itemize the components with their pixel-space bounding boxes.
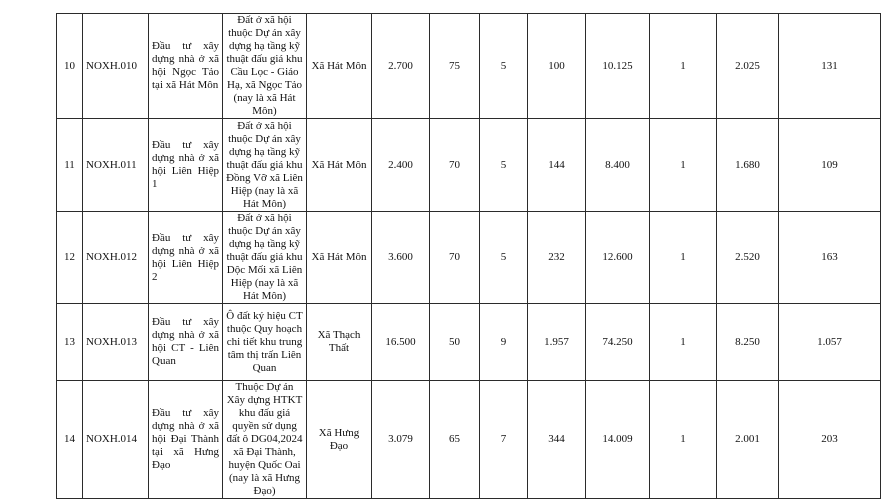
land-area-cell: 16.500 — [372, 304, 430, 381]
value-cell: 12.600 — [586, 212, 650, 304]
stt-cell: 11 — [57, 119, 83, 212]
commune-cell: Xã Hưng Đạo — [307, 381, 372, 499]
project-location-cell: Đất ở xã hội thuộc Dự án xây dựng hạ tầng kỹ thuật đấu giá khu Đồng Vỡ xã Liên Hiệp (nay là xã Hát Môn) — [223, 119, 307, 212]
value-cell: 100 — [528, 14, 586, 119]
value-cell: 7 — [480, 381, 528, 499]
value-cell: 65 — [430, 381, 480, 499]
value-cell: 14.009 — [586, 381, 650, 499]
value-cell: 131 — [779, 14, 881, 119]
project-location-cell: Đất ở xã hội thuộc Dự án xây dựng hạ tầng kỹ thuật đấu giá khu Cầu Lọc - Giáo Hạ, xã Ngọc Tảo (nay là xã Hát Môn) — [223, 14, 307, 119]
housing-projects-table — [56, 13, 881, 499]
value-cell: 1 — [650, 304, 717, 381]
land-area-cell: 3.600 — [372, 212, 430, 304]
project-name-cell: Đầu tư xây dựng nhà ở xã hội Ngọc Tảo tại xã Hát Môn — [149, 14, 223, 119]
land-area-cell: 2.400 — [372, 119, 430, 212]
value-cell: 8.250 — [717, 304, 779, 381]
stt-cell: 12 — [57, 212, 83, 304]
value-cell: 2.520 — [717, 212, 779, 304]
commune-cell: Xã Hát Môn — [307, 119, 372, 212]
land-area-cell: 3.079 — [372, 381, 430, 499]
project-code-cell: NOXH.010 — [83, 14, 149, 119]
stt-cell: 14 — [57, 381, 83, 499]
value-cell: 9 — [480, 304, 528, 381]
stt-cell: 13 — [57, 304, 83, 381]
value-cell: 5 — [480, 14, 528, 119]
project-code-cell: NOXH.011 — [83, 119, 149, 212]
project-location-cell: Đất ở xã hội thuộc Dự án xây dựng hạ tầng kỹ thuật đấu giá khu Dộc Mối xã Liên Hiệp (nay là xã Hát Môn) — [223, 212, 307, 304]
project-name-cell: Đầu tư xây dựng nhà ở xã hội Liên Hiệp 2 — [149, 212, 223, 304]
value-cell: 1.957 — [528, 304, 586, 381]
value-cell: 5 — [480, 119, 528, 212]
value-cell: 2.001 — [717, 381, 779, 499]
stt-cell: 10 — [57, 14, 83, 119]
value-cell: 232 — [528, 212, 586, 304]
table-row — [57, 119, 881, 212]
value-cell: 1 — [650, 381, 717, 499]
value-cell: 1 — [650, 14, 717, 119]
value-cell: 203 — [779, 381, 881, 499]
table-row — [57, 14, 881, 119]
land-area-cell: 2.700 — [372, 14, 430, 119]
project-name-cell: Đầu tư xây dựng nhà ở xã hội CT - Liên Quan — [149, 304, 223, 381]
project-location-cell: Thuộc Dự án Xây dựng HTKT khu đấu giá quyền sử dụng đất ô DG04,2024 xã Đại Thành, huyện Quốc Oai (nay là xã Hưng Đạo) — [223, 381, 307, 499]
value-cell: 1.057 — [779, 304, 881, 381]
project-name-cell: Đầu tư xây dựng nhà ở xã hội Liên Hiệp 1 — [149, 119, 223, 212]
value-cell: 50 — [430, 304, 480, 381]
value-cell: 109 — [779, 119, 881, 212]
value-cell: 1 — [650, 119, 717, 212]
value-cell: 1 — [650, 212, 717, 304]
value-cell: 5 — [480, 212, 528, 304]
value-cell: 1.680 — [717, 119, 779, 212]
value-cell: 10.125 — [586, 14, 650, 119]
project-name-cell: Đầu tư xây dựng nhà ở xã hội Đại Thành tại xã Hưng Đạo — [149, 381, 223, 499]
project-code-cell: NOXH.014 — [83, 381, 149, 499]
commune-cell: Xã Hát Môn — [307, 14, 372, 119]
value-cell: 74.250 — [586, 304, 650, 381]
table-row — [57, 381, 881, 499]
value-cell: 8.400 — [586, 119, 650, 212]
value-cell: 163 — [779, 212, 881, 304]
table-row — [57, 304, 881, 381]
commune-cell: Xã Hát Môn — [307, 212, 372, 304]
value-cell: 2.025 — [717, 14, 779, 119]
value-cell: 344 — [528, 381, 586, 499]
value-cell: 75 — [430, 14, 480, 119]
commune-cell: Xã Thạch Thất — [307, 304, 372, 381]
project-location-cell: Ô đất ký hiệu CT thuộc Quy hoạch chi tiết khu trung tâm thị trấn Liên Quan — [223, 304, 307, 381]
value-cell: 70 — [430, 119, 480, 212]
table-row — [57, 212, 881, 304]
value-cell: 70 — [430, 212, 480, 304]
project-code-cell: NOXH.012 — [83, 212, 149, 304]
value-cell: 144 — [528, 119, 586, 212]
project-code-cell: NOXH.013 — [83, 304, 149, 381]
